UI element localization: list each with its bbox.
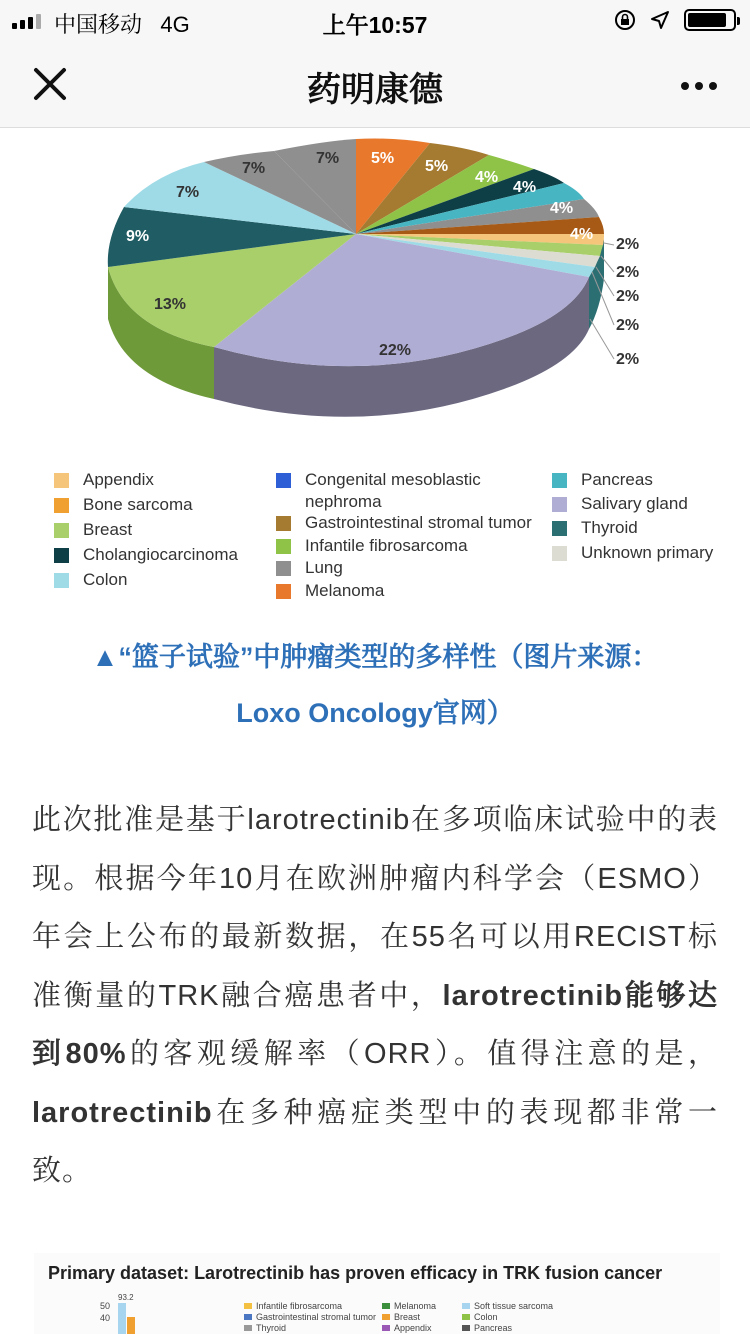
more-button[interactable]	[672, 60, 726, 110]
legend-swatch	[276, 561, 291, 576]
legend-item: Gastrointestinal stromal tumor	[276, 512, 532, 534]
pie-label: 4%	[513, 179, 537, 196]
pie-label: 5%	[371, 150, 395, 167]
legend-swatch	[54, 548, 69, 563]
bold-text: larotrectinib	[32, 1096, 213, 1129]
efficacy-figure	[34, 1253, 720, 1334]
pie-label: 22%	[379, 342, 412, 359]
tumor-type-pie-figure	[34, 129, 720, 609]
legend-item: Congenital mesoblastic nephroma	[276, 469, 516, 513]
legend-swatch	[552, 497, 567, 512]
legend-swatch	[54, 498, 69, 513]
legend-item: Bone sarcoma	[54, 494, 193, 516]
mini-legend-item: Melanoma	[382, 1301, 436, 1311]
bold-text: larotrectinib能够达到80%	[32, 979, 718, 1070]
mini-legend-item: Pancreas	[462, 1323, 512, 1333]
y-tick: 40	[100, 1313, 111, 1323]
status-bar	[0, 0, 750, 40]
legend-swatch	[276, 584, 291, 599]
legend-swatch	[552, 521, 567, 536]
legend-swatch	[54, 473, 69, 488]
figure-caption	[40, 629, 710, 741]
mini-legend-item: Soft tissue sarcoma	[462, 1301, 553, 1311]
more-icon	[672, 60, 726, 110]
mini-legend-item: Breast	[382, 1312, 420, 1322]
pie-label: 5%	[425, 158, 449, 175]
bar	[118, 1303, 126, 1334]
article-paragraph: 此次批准是基于larotrectinib在多项临床试验中的表现。根据今年10月在欧洲肿瘤内科学会（ESMO）年会上公布的最新数据，在55名可以用RECIST标准衡量的TRK融合癌患者中，larotrectinib能够达到80%的客观缓解率（ORR）。值得注意的是，larotrectinib在多种癌症类型中的表现都非常一致。	[32, 804, 718, 1187]
pie-label: 7%	[316, 150, 340, 167]
status-time: 上午10:57	[322, 12, 428, 38]
legend-item: Breast	[54, 519, 132, 541]
figure-title: Primary dataset: Larotrectinib has proven efficacy in TRK fusion cancer	[48, 1263, 663, 1283]
legend-item: Salivary gland	[552, 493, 688, 515]
legend-swatch	[276, 473, 291, 488]
article-content	[0, 129, 750, 1334]
pie-label: 4%	[475, 169, 499, 186]
bar-label: 93.2	[118, 1293, 134, 1302]
legend-item: Appendix	[54, 469, 154, 491]
page-title: 药明康德	[307, 71, 443, 109]
pie-label: 9%	[126, 228, 150, 245]
legend-item: Thyroid	[552, 517, 638, 539]
location-icon	[650, 10, 670, 30]
legend-swatch	[54, 523, 69, 538]
pie-label: 2%	[616, 288, 640, 305]
mini-legend-item: Infantile fibrosarcoma	[244, 1301, 342, 1311]
y-tick: 50	[100, 1301, 111, 1311]
pie-label: 13%	[154, 296, 187, 313]
pie-label: 2%	[616, 351, 640, 368]
pie-label: 4%	[570, 226, 594, 243]
legend-swatch	[276, 539, 291, 554]
pie-label: 4%	[550, 200, 574, 217]
legend-swatch	[552, 473, 567, 488]
mini-legend-item: Appendix	[382, 1323, 432, 1333]
legend-item: Melanoma	[276, 580, 384, 602]
legend-item: Unknown primary	[552, 542, 713, 564]
pie-label: 2%	[616, 317, 640, 334]
caption-line: Loxo Oncology官网）	[236, 698, 514, 728]
pie-label: 7%	[242, 160, 266, 177]
legend-item: Infantile fibrosarcoma	[276, 535, 468, 557]
nav-bar	[0, 40, 750, 128]
legend-item: Colon	[54, 569, 127, 591]
legend-item: Pancreas	[552, 469, 653, 491]
pie-label: 2%	[616, 264, 640, 281]
mini-legend-item: Gastrointestinal stromal tumor	[244, 1312, 376, 1322]
network-label: 4G	[160, 12, 190, 37]
mini-legend-item: Colon	[462, 1312, 498, 1322]
rotation-lock-icon	[614, 9, 636, 31]
legend-item: Cholangiocarcinoma	[54, 544, 238, 566]
legend-item: Lung	[276, 557, 343, 579]
legend-swatch	[54, 573, 69, 588]
caption-line: ▲“篮子试验”中肿瘤类型的多样性（图片来源：	[91, 642, 659, 672]
legend-swatch	[276, 516, 291, 531]
pie-label: 2%	[616, 236, 640, 253]
pie-label: 7%	[176, 184, 200, 201]
carrier-label: 中国移动 4G	[54, 12, 190, 37]
legend-swatch	[552, 546, 567, 561]
pie-chart-3d	[34, 129, 720, 459]
battery-icon	[684, 9, 736, 31]
bar	[127, 1317, 135, 1334]
mini-legend-item: Thyroid	[244, 1323, 286, 1333]
